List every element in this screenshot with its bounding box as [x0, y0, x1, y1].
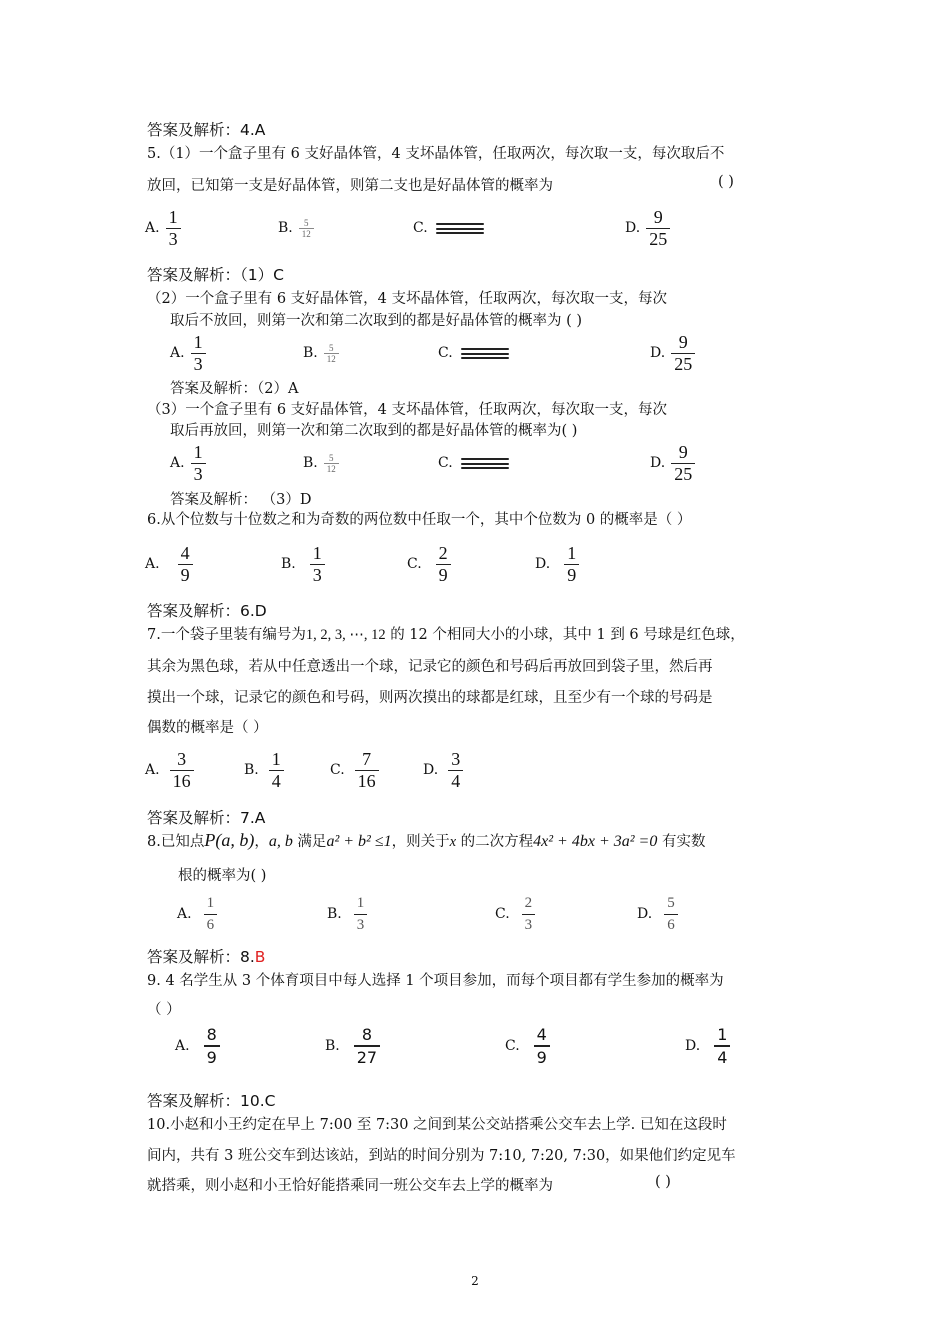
option-a	[145, 746, 194, 794]
option-label: C.	[495, 906, 510, 922]
denominator: 16	[357, 770, 376, 791]
fraction	[204, 893, 218, 936]
option-label: D.	[637, 906, 653, 922]
numerator: 1	[168, 206, 178, 227]
question-10-line-3: 就搭乘，则小赵和小王恰好能搭乘同一班公交车去上学的概率为	[147, 1178, 553, 1194]
option-c	[438, 439, 511, 487]
option-b	[303, 329, 339, 377]
option-label: B.	[325, 1038, 340, 1054]
question-5-line-2: 放回，已知第一支是好晶体管，则第二支也是好晶体管的概率为	[147, 178, 553, 194]
answer-8-choice: B	[254, 948, 266, 966]
numerator: 2	[524, 894, 533, 911]
question-7-line-4: 偶数的概率是（ ）	[147, 720, 268, 736]
fraction	[178, 543, 193, 586]
option-label: A.	[145, 220, 160, 236]
numerator: 7	[362, 748, 372, 769]
question-9-options	[175, 1022, 950, 1070]
denominator: 9	[206, 1048, 217, 1067]
question-10-line-2: 间内，共有 3 班公交车到达该站，到站的时间分别为 7:10, 7:20, 7:30，如果他们约定见车	[147, 1148, 736, 1164]
question-5-3-line-1: （3）一个盒子里有 6 支好晶体管，4 支坏晶体管，任取两次，每次取一支，每次	[147, 402, 668, 418]
question-10-line-1: 10.小赵和小王约定在早上 7:00 至 7:30 之间到某公交站搭乘公交车去上学. 已知在这段时	[147, 1117, 727, 1133]
option-label: B.	[244, 762, 259, 778]
question-7-text: 的 12 个相同大小的小球，其中 1 到 6 号球是红色球，	[385, 627, 745, 643]
denominator: 4	[717, 1048, 728, 1067]
denominator: 16	[172, 770, 191, 791]
question-6-options	[145, 540, 945, 588]
question-7-options	[145, 746, 945, 794]
fraction	[671, 442, 695, 485]
question-8-text: ，则关于	[391, 834, 450, 850]
numerator: 1	[356, 894, 365, 911]
option-label: D.	[625, 220, 641, 236]
option-label: C.	[438, 345, 453, 361]
denominator: 4	[271, 770, 281, 791]
denominator: 12	[326, 353, 336, 364]
option-label: D.	[685, 1038, 701, 1054]
garbled-fraction-image	[434, 220, 486, 236]
numerator: 8	[206, 1025, 217, 1044]
question-5-2-options	[170, 329, 950, 377]
numerator: 2	[438, 542, 448, 563]
option-label: C.	[330, 762, 345, 778]
denominator: 25	[674, 463, 693, 484]
option-label: B.	[303, 455, 318, 471]
option-label: A.	[145, 556, 160, 572]
fraction	[564, 543, 579, 586]
denominator: 9	[180, 564, 190, 585]
denominator: 3	[168, 228, 178, 249]
denominator: 9	[536, 1048, 547, 1067]
option-d	[650, 439, 695, 487]
option-label: A.	[170, 345, 185, 361]
option-c	[330, 746, 379, 794]
option-label: A.	[170, 455, 185, 471]
question-5-3-line-2: 取后再放回，则第一次和第二次取到的都是好晶体管的概率为( )	[170, 423, 578, 439]
numerator: 1	[193, 441, 203, 462]
denominator: 25	[674, 353, 693, 374]
fraction	[191, 442, 206, 485]
fraction	[646, 207, 670, 250]
question-5-options	[145, 204, 945, 252]
fraction	[534, 1024, 550, 1068]
option-label: C.	[413, 220, 428, 236]
fraction	[269, 749, 284, 792]
question-7-line-2: 其余为黑色球，若从中任意透出一个球，记录它的颜色和号码后再放回到袋子里，然后再	[147, 659, 713, 675]
option-b	[325, 1022, 380, 1070]
variables: a, b	[268, 833, 293, 850]
answer-5-1: 答案及解析：（1）C	[147, 266, 284, 284]
numerator: 4	[536, 1025, 547, 1044]
denominator: 9	[567, 564, 577, 585]
option-c	[407, 540, 451, 588]
question-7-line-1	[147, 623, 745, 644]
option-a	[145, 540, 193, 588]
option-b	[281, 540, 325, 588]
option-d	[637, 890, 678, 938]
page-number: 2	[471, 1274, 479, 1288]
option-c	[438, 329, 511, 377]
option-label: C.	[407, 556, 422, 572]
option-b	[327, 890, 367, 938]
denominator: 6	[667, 916, 675, 933]
question-5-3-options	[170, 439, 950, 487]
question-8-text: ，	[254, 834, 269, 850]
numerator: 1	[312, 542, 322, 563]
question-7-line-3: 摸出一个球，记录它的颜色和号码，则两次摸出的球都是红球，且至少有一个球的号码是	[147, 690, 713, 706]
garbled-fraction-image	[459, 345, 511, 361]
numerator: 9	[653, 206, 663, 227]
question-9-line-1: 9. 4 名学生从 3 个体育项目中每人选择 1 个项目参加，而每个项目都有学生参加的概率为	[147, 973, 724, 989]
fraction	[204, 1024, 220, 1068]
option-a	[175, 1022, 220, 1070]
fraction	[664, 893, 678, 936]
question-5-line-1: 5.（1）一个盒子里有 6 支好晶体管，4 支坏晶体管，任取两次，每次取一支，每次取后不	[147, 146, 725, 162]
option-label: C.	[438, 455, 453, 471]
denominator: 4	[451, 770, 461, 791]
quadratic-equation: 4x² + 4bx + 3a² =0	[533, 833, 658, 850]
option-d	[535, 540, 579, 588]
option-d	[685, 1022, 730, 1070]
numerator: 3	[451, 748, 461, 769]
question-8-line-2: 根的概率为( )	[178, 868, 267, 884]
denominator: 12	[301, 228, 311, 239]
numerator: 9	[678, 441, 688, 462]
fraction	[166, 207, 181, 250]
question-8-text: 有实数	[657, 834, 706, 850]
denominator: 3	[524, 916, 533, 933]
question-10-paren: ( )	[655, 1174, 671, 1190]
fraction	[436, 543, 451, 586]
option-b	[303, 439, 339, 487]
option-label: D.	[423, 762, 439, 778]
option-d	[625, 204, 670, 252]
option-label: B.	[281, 556, 296, 572]
question-8-text: 8.已知点	[147, 834, 205, 850]
option-label: A.	[177, 906, 192, 922]
option-a	[170, 329, 206, 377]
question-6: 6.从个位数与十位数之和为奇数的两位数中任取一个，其中个位数为 0 的概率是（ ）	[147, 512, 692, 528]
condition-expression: a² + b² ≤1	[326, 833, 392, 850]
numerator: 9	[678, 331, 688, 352]
option-label: D.	[535, 556, 551, 572]
option-label: B.	[303, 345, 318, 361]
numerator: 1	[567, 542, 577, 563]
option-label: B.	[278, 220, 293, 236]
denominator: 25	[649, 228, 668, 249]
numerator: 4	[180, 542, 190, 563]
answer-6: 答案及解析：6.D	[147, 602, 267, 620]
option-label: C.	[505, 1038, 520, 1054]
option-b	[278, 204, 314, 252]
numerator: 5	[329, 452, 334, 463]
denominator: 12	[326, 463, 336, 474]
option-c	[505, 1022, 550, 1070]
denominator: 27	[356, 1048, 378, 1067]
denominator: 3	[356, 916, 365, 933]
answer-5-3: 答案及解析： （3）D	[170, 492, 312, 508]
fraction	[324, 453, 339, 474]
variable-x: x	[449, 834, 457, 850]
fraction	[354, 893, 368, 936]
option-c	[413, 204, 486, 252]
question-8-options	[177, 890, 950, 938]
fraction	[324, 343, 339, 364]
fraction	[299, 218, 314, 239]
numerator: 1	[717, 1025, 728, 1044]
option-label: B.	[327, 906, 342, 922]
fraction	[522, 893, 536, 936]
option-b	[244, 746, 284, 794]
fraction	[310, 543, 325, 586]
fraction	[354, 1024, 380, 1068]
option-a	[170, 439, 206, 487]
numerator: 3	[177, 748, 187, 769]
garbled-fraction-image	[459, 455, 511, 471]
fraction	[671, 332, 695, 375]
numerator: 1	[271, 748, 281, 769]
option-label: A.	[175, 1038, 190, 1054]
numerator: 5	[304, 217, 309, 228]
fraction	[355, 749, 379, 792]
numerator: 5	[667, 894, 675, 911]
denominator: 9	[438, 564, 448, 585]
question-9-line-2: （ ）	[147, 1002, 181, 1018]
fraction	[714, 1024, 730, 1068]
denominator: 3	[312, 564, 322, 585]
option-label: D.	[650, 345, 666, 361]
option-label: A.	[145, 762, 160, 778]
answer-7: 答案及解析：7.A	[147, 809, 266, 827]
option-a	[145, 204, 181, 252]
denominator: 6	[206, 916, 215, 933]
numerator: 5	[329, 342, 334, 353]
question-5-paren: ( )	[718, 174, 734, 190]
question-8-line-1	[147, 830, 705, 851]
option-d	[650, 329, 695, 377]
option-c	[495, 890, 535, 938]
answer-9: 答案及解析：10.C	[147, 1092, 276, 1110]
question-5-2-line-1: （2）一个盒子里有 6 支好晶体管，4 支坏晶体管，任取两次，每次取一支，每次	[147, 291, 668, 307]
question-8-text: 满足	[292, 834, 327, 850]
question-7-text: 7.一个袋子里装有编号为	[147, 627, 306, 643]
question-8-text: 的二次方程	[456, 834, 534, 850]
fraction	[191, 332, 206, 375]
option-d	[423, 746, 463, 794]
answer-8	[147, 945, 265, 967]
numerator: 8	[361, 1025, 373, 1044]
denominator: 3	[193, 353, 203, 374]
denominator: 3	[193, 463, 203, 484]
numerator: 1	[206, 894, 215, 911]
number-sequence: 1, 2, 3, ⋯, 12	[305, 627, 386, 643]
option-a	[177, 890, 217, 938]
answer-5-2: 答案及解析：（2）A	[170, 381, 299, 397]
option-label: D.	[650, 455, 666, 471]
answer-4: 答案及解析：4.A	[147, 121, 266, 139]
point-expression: P(a, b)	[204, 830, 255, 850]
answer-8-text: 答案及解析：8.	[147, 948, 255, 966]
fraction	[170, 749, 194, 792]
fraction	[448, 749, 463, 792]
question-5-2-line-2: 取后不放回，则第一次和第二次取到的都是好晶体管的概率为 ( )	[170, 313, 583, 329]
numerator: 1	[193, 331, 203, 352]
